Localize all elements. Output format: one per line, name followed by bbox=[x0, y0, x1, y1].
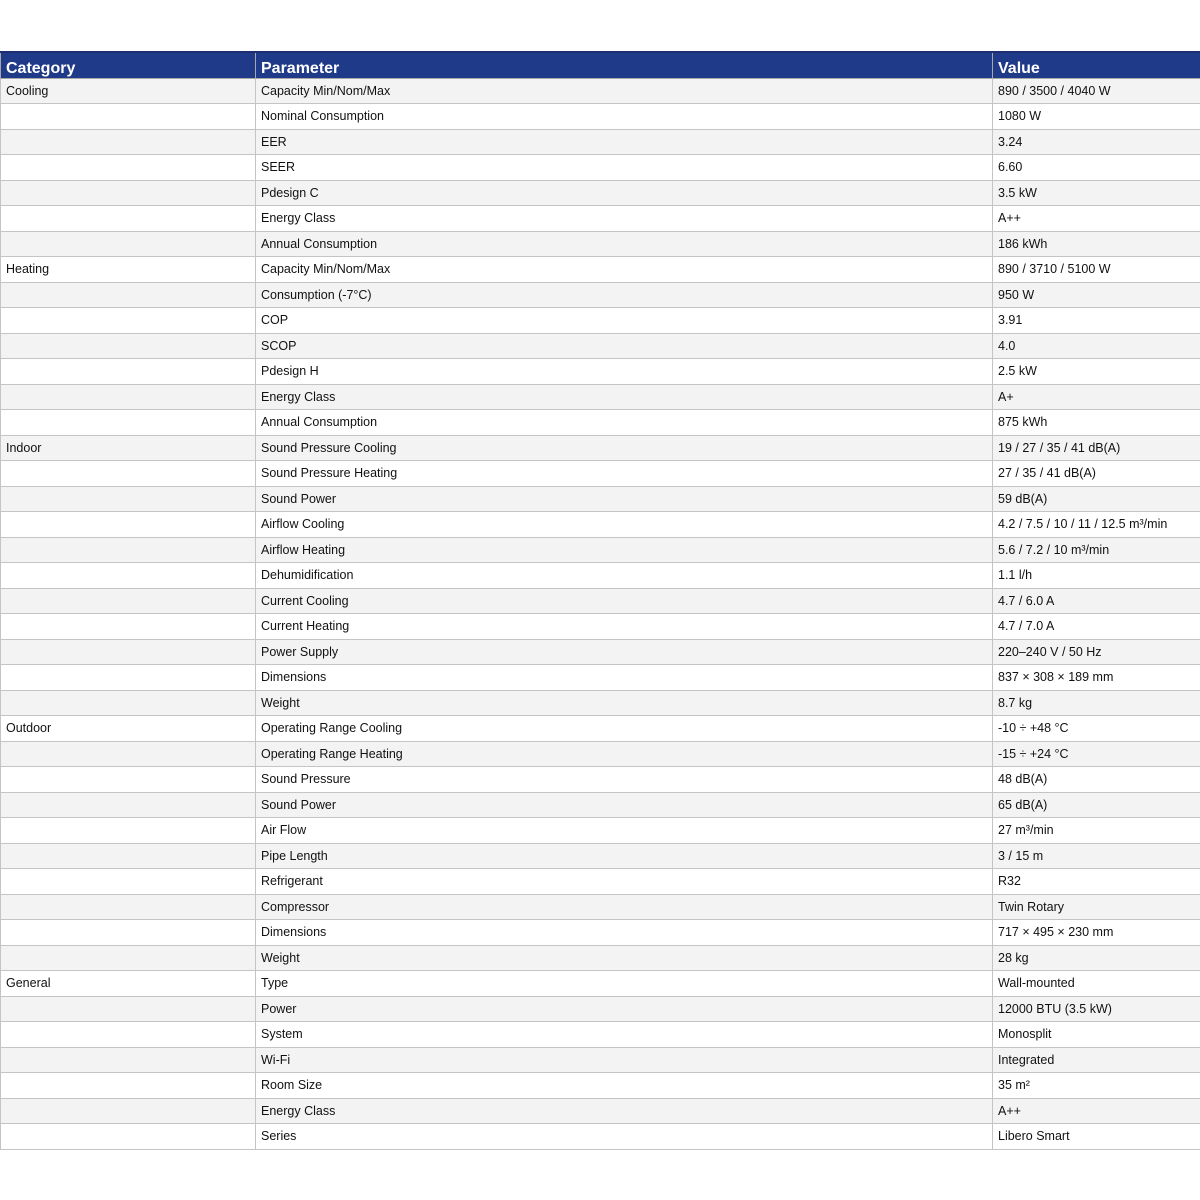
table-row bbox=[1, 1073, 1200, 1099]
table-row bbox=[1, 1047, 1200, 1073]
cell-category[interactable] bbox=[1, 104, 256, 130]
cell-parameter[interactable]: Operating Range Heating bbox=[256, 741, 993, 767]
cell-value[interactable]: 6.60 bbox=[993, 155, 1200, 181]
cell-category[interactable] bbox=[1, 1047, 256, 1073]
table-body bbox=[1, 78, 1200, 1149]
table-row bbox=[1, 869, 1200, 895]
cell-value[interactable]: 5.6 / 7.2 / 10 m³/min bbox=[993, 537, 1200, 563]
cell-parameter[interactable]: Power bbox=[256, 996, 993, 1022]
cell-category[interactable] bbox=[1, 384, 256, 410]
cell-value[interactable]: 59 dB(A) bbox=[993, 486, 1200, 512]
cell-category[interactable] bbox=[1, 410, 256, 436]
cell-parameter[interactable]: EER bbox=[256, 129, 993, 155]
cell-category[interactable] bbox=[1, 665, 256, 691]
cell-category[interactable] bbox=[1, 1073, 256, 1099]
cell-parameter[interactable]: Energy Class bbox=[256, 1098, 993, 1124]
cell-value[interactable]: 27 m³/min bbox=[993, 818, 1200, 844]
cell-category[interactable] bbox=[1, 461, 256, 487]
table-row bbox=[1, 792, 1200, 818]
spec-sheet bbox=[0, 51, 1200, 1150]
cell-category[interactable] bbox=[1, 869, 256, 895]
header-row bbox=[1, 52, 1200, 78]
cell-category[interactable]: General bbox=[1, 971, 256, 997]
cell-category[interactable] bbox=[1, 1098, 256, 1124]
cell-parameter[interactable]: Sound Pressure Heating bbox=[256, 461, 993, 487]
cell-parameter[interactable]: Weight bbox=[256, 945, 993, 971]
cell-category[interactable] bbox=[1, 639, 256, 665]
cell-value[interactable]: 12000 BTU (3.5 kW) bbox=[993, 996, 1200, 1022]
cell-parameter[interactable]: SEER bbox=[256, 155, 993, 181]
cell-category[interactable] bbox=[1, 359, 256, 385]
cell-value[interactable]: 717 × 495 × 230 mm bbox=[993, 920, 1200, 946]
cell-parameter[interactable]: Sound Pressure bbox=[256, 767, 993, 793]
table-row bbox=[1, 1022, 1200, 1048]
table-row bbox=[1, 588, 1200, 614]
table-row bbox=[1, 537, 1200, 563]
cell-category[interactable] bbox=[1, 537, 256, 563]
cell-category[interactable] bbox=[1, 945, 256, 971]
spec-table bbox=[0, 51, 1200, 1150]
cell-category[interactable] bbox=[1, 129, 256, 155]
cell-parameter[interactable]: Energy Class bbox=[256, 384, 993, 410]
cell-value[interactable]: 19 / 27 / 35 / 41 dB(A) bbox=[993, 435, 1200, 461]
cell-value[interactable]: -10 ÷ +48 °C bbox=[993, 716, 1200, 742]
table-row bbox=[1, 563, 1200, 589]
cell-value[interactable]: 4.7 / 6.0 A bbox=[993, 588, 1200, 614]
cell-category[interactable] bbox=[1, 282, 256, 308]
cell-parameter[interactable]: Current Cooling bbox=[256, 588, 993, 614]
cell-category[interactable] bbox=[1, 741, 256, 767]
cell-value[interactable]: 890 / 3500 / 4040 W bbox=[993, 78, 1200, 104]
cell-parameter[interactable]: COP bbox=[256, 308, 993, 334]
cell-parameter[interactable]: Pdesign H bbox=[256, 359, 993, 385]
cell-parameter[interactable]: Nominal Consumption bbox=[256, 104, 993, 130]
cell-value[interactable]: 4.7 / 7.0 A bbox=[993, 614, 1200, 640]
cell-parameter[interactable]: Airflow Heating bbox=[256, 537, 993, 563]
table-row bbox=[1, 231, 1200, 257]
table-row bbox=[1, 971, 1200, 997]
cell-category[interactable] bbox=[1, 614, 256, 640]
column-header-value[interactable]: Value bbox=[993, 52, 1200, 78]
cell-parameter[interactable]: Refrigerant bbox=[256, 869, 993, 895]
table-row bbox=[1, 486, 1200, 512]
cell-parameter[interactable]: Dehumidification bbox=[256, 563, 993, 589]
cell-parameter[interactable]: Energy Class bbox=[256, 206, 993, 232]
cell-category[interactable]: Outdoor bbox=[1, 716, 256, 742]
cell-value[interactable]: 8.7 kg bbox=[993, 690, 1200, 716]
cell-parameter[interactable]: Annual Consumption bbox=[256, 410, 993, 436]
table-row bbox=[1, 257, 1200, 283]
cell-value[interactable]: 890 / 3710 / 5100 W bbox=[993, 257, 1200, 283]
table-row bbox=[1, 920, 1200, 946]
cell-value[interactable]: 3.91 bbox=[993, 308, 1200, 334]
cell-category[interactable]: Heating bbox=[1, 257, 256, 283]
table-row bbox=[1, 206, 1200, 232]
cell-parameter[interactable]: Airflow Cooling bbox=[256, 512, 993, 538]
table-row bbox=[1, 282, 1200, 308]
cell-category[interactable] bbox=[1, 843, 256, 869]
cell-category[interactable] bbox=[1, 818, 256, 844]
cell-category[interactable] bbox=[1, 792, 256, 818]
cell-parameter[interactable]: Power Supply bbox=[256, 639, 993, 665]
cell-category[interactable] bbox=[1, 308, 256, 334]
table-row bbox=[1, 512, 1200, 538]
table-row bbox=[1, 767, 1200, 793]
cell-parameter[interactable]: Pipe Length bbox=[256, 843, 993, 869]
cell-category[interactable] bbox=[1, 206, 256, 232]
cell-category[interactable] bbox=[1, 920, 256, 946]
table-row bbox=[1, 741, 1200, 767]
cell-parameter[interactable]: Current Heating bbox=[256, 614, 993, 640]
table-row bbox=[1, 155, 1200, 181]
table-row bbox=[1, 945, 1200, 971]
cell-category[interactable] bbox=[1, 155, 256, 181]
table-row bbox=[1, 996, 1200, 1022]
cell-value[interactable]: 837 × 308 × 189 mm bbox=[993, 665, 1200, 691]
cell-value[interactable]: 1080 W bbox=[993, 104, 1200, 130]
cell-value[interactable]: A++ bbox=[993, 206, 1200, 232]
cell-category[interactable] bbox=[1, 486, 256, 512]
table-row bbox=[1, 690, 1200, 716]
cell-value[interactable]: 2.5 kW bbox=[993, 359, 1200, 385]
table-row bbox=[1, 716, 1200, 742]
table-row bbox=[1, 308, 1200, 334]
cell-value[interactable]: 27 / 35 / 41 dB(A) bbox=[993, 461, 1200, 487]
cell-value[interactable]: R32 bbox=[993, 869, 1200, 895]
table-row bbox=[1, 894, 1200, 920]
column-header-category[interactable]: Category bbox=[1, 52, 256, 78]
cell-value[interactable]: 950 W bbox=[993, 282, 1200, 308]
cell-parameter[interactable]: SCOP bbox=[256, 333, 993, 359]
cell-parameter[interactable]: Compressor bbox=[256, 894, 993, 920]
table-row bbox=[1, 461, 1200, 487]
table-row bbox=[1, 639, 1200, 665]
cell-parameter[interactable]: System bbox=[256, 1022, 993, 1048]
cell-value[interactable]: A+ bbox=[993, 384, 1200, 410]
table-row bbox=[1, 78, 1200, 104]
cell-category[interactable] bbox=[1, 231, 256, 257]
cell-value[interactable]: 28 kg bbox=[993, 945, 1200, 971]
cell-parameter[interactable]: Series bbox=[256, 1124, 993, 1150]
cell-value[interactable]: 3 / 15 m bbox=[993, 843, 1200, 869]
cell-value[interactable]: 35 m² bbox=[993, 1073, 1200, 1099]
cell-value[interactable]: 65 dB(A) bbox=[993, 792, 1200, 818]
table-row bbox=[1, 1098, 1200, 1124]
cell-parameter[interactable]: Wi-Fi bbox=[256, 1047, 993, 1073]
cell-parameter[interactable]: Dimensions bbox=[256, 665, 993, 691]
cell-parameter[interactable]: Dimensions bbox=[256, 920, 993, 946]
cell-parameter[interactable]: Annual Consumption bbox=[256, 231, 993, 257]
cell-parameter[interactable]: Capacity Min/Nom/Max bbox=[256, 257, 993, 283]
table-row bbox=[1, 818, 1200, 844]
cell-category[interactable] bbox=[1, 588, 256, 614]
cell-value[interactable]: 186 kWh bbox=[993, 231, 1200, 257]
cell-value[interactable]: 4.2 / 7.5 / 10 / 11 / 12.5 m³/min bbox=[993, 512, 1200, 538]
cell-value[interactable]: 1.1 l/h bbox=[993, 563, 1200, 589]
table-row bbox=[1, 359, 1200, 385]
cell-value[interactable]: Libero Smart bbox=[993, 1124, 1200, 1150]
cell-parameter[interactable]: Room Size bbox=[256, 1073, 993, 1099]
cell-category[interactable] bbox=[1, 690, 256, 716]
cell-parameter[interactable]: Type bbox=[256, 971, 993, 997]
cell-value[interactable]: 875 kWh bbox=[993, 410, 1200, 436]
cell-category[interactable] bbox=[1, 1124, 256, 1150]
table-row bbox=[1, 1124, 1200, 1150]
cell-value[interactable]: Monosplit bbox=[993, 1022, 1200, 1048]
cell-parameter[interactable]: Operating Range Cooling bbox=[256, 716, 993, 742]
cell-value[interactable]: A++ bbox=[993, 1098, 1200, 1124]
cell-category[interactable] bbox=[1, 180, 256, 206]
table-row bbox=[1, 843, 1200, 869]
table-row bbox=[1, 435, 1200, 461]
cell-category[interactable]: Cooling bbox=[1, 78, 256, 104]
table-row bbox=[1, 614, 1200, 640]
cell-value[interactable]: Wall-mounted bbox=[993, 971, 1200, 997]
table-row bbox=[1, 333, 1200, 359]
cell-parameter[interactable]: Sound Pressure Cooling bbox=[256, 435, 993, 461]
cell-value[interactable]: Integrated bbox=[993, 1047, 1200, 1073]
cell-value[interactable]: Twin Rotary bbox=[993, 894, 1200, 920]
table-row bbox=[1, 104, 1200, 130]
cell-parameter[interactable]: Sound Power bbox=[256, 486, 993, 512]
column-header-parameter[interactable]: Parameter bbox=[256, 52, 993, 78]
cell-value[interactable]: 3.5 kW bbox=[993, 180, 1200, 206]
cell-parameter[interactable]: Consumption (-7°C) bbox=[256, 282, 993, 308]
table-row bbox=[1, 410, 1200, 436]
cell-value[interactable]: 48 dB(A) bbox=[993, 767, 1200, 793]
cell-value[interactable]: 4.0 bbox=[993, 333, 1200, 359]
table-row bbox=[1, 129, 1200, 155]
cell-category[interactable] bbox=[1, 894, 256, 920]
cell-value[interactable]: -15 ÷ +24 °C bbox=[993, 741, 1200, 767]
cell-category[interactable] bbox=[1, 996, 256, 1022]
cell-value[interactable]: 220–240 V / 50 Hz bbox=[993, 639, 1200, 665]
cell-category[interactable] bbox=[1, 563, 256, 589]
cell-category[interactable] bbox=[1, 333, 256, 359]
table-row bbox=[1, 180, 1200, 206]
cell-parameter[interactable]: Capacity Min/Nom/Max bbox=[256, 78, 993, 104]
cell-parameter[interactable]: Weight bbox=[256, 690, 993, 716]
cell-category[interactable] bbox=[1, 767, 256, 793]
cell-value[interactable]: 3.24 bbox=[993, 129, 1200, 155]
table-row bbox=[1, 384, 1200, 410]
cell-parameter[interactable]: Sound Power bbox=[256, 792, 993, 818]
cell-category[interactable] bbox=[1, 1022, 256, 1048]
table-row bbox=[1, 665, 1200, 691]
cell-category[interactable]: Indoor bbox=[1, 435, 256, 461]
cell-parameter[interactable]: Pdesign C bbox=[256, 180, 993, 206]
cell-category[interactable] bbox=[1, 512, 256, 538]
cell-parameter[interactable]: Air Flow bbox=[256, 818, 993, 844]
